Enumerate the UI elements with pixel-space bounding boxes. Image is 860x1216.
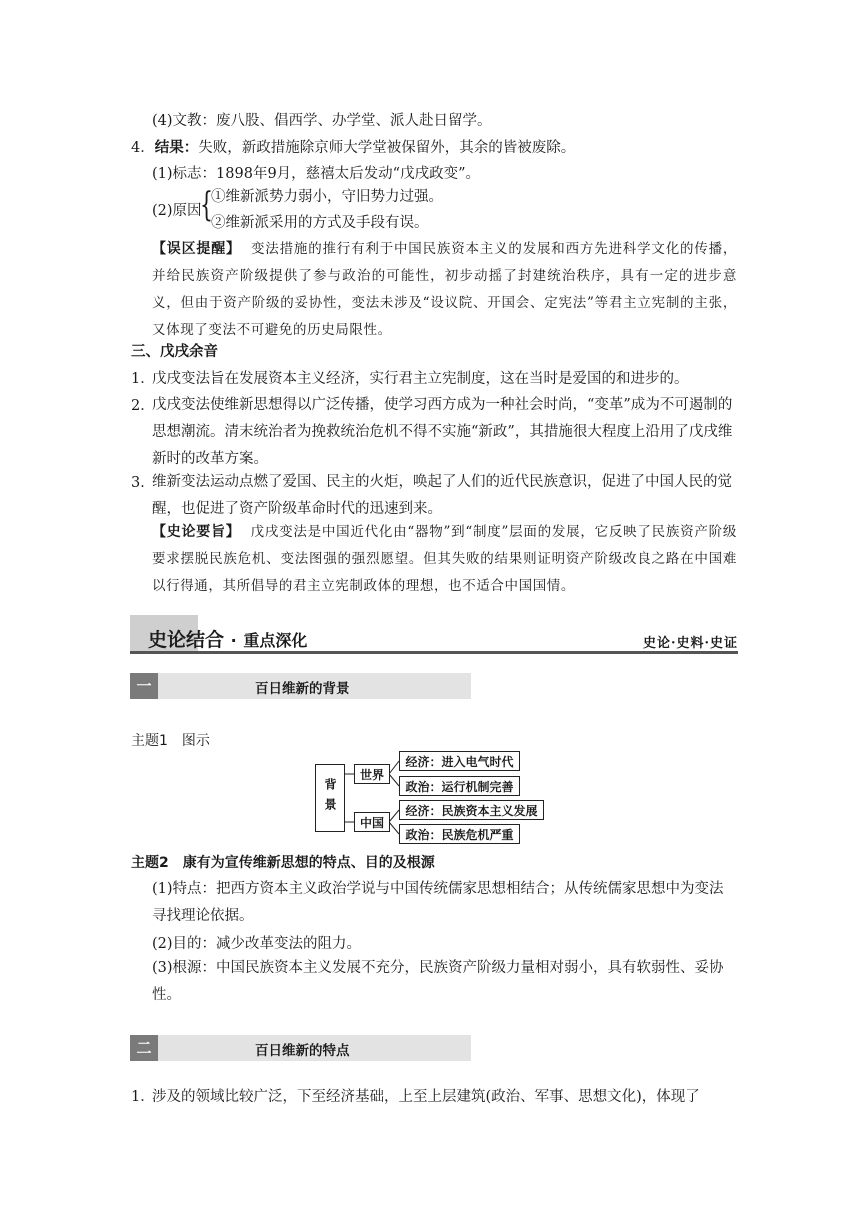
- reason-brace: {: [200, 185, 213, 225]
- result-item: [131, 138, 575, 158]
- diagram-world-economy: 经济：进入电气时代: [399, 751, 520, 771]
- diagram-china-economy: 经济：民族资本主义发展: [399, 800, 544, 820]
- theme-2-item-1: (1)特点：把西方资本主义政治学说与中国传统儒家思想相结合；从传统儒家思想中为变法寻找理论依据。: [152, 881, 724, 924]
- list3-num-2: 2．: [131, 398, 155, 414]
- list3-text-2: 戊戌变法使维新思想得以广泛传播，使学习西方成为一种社会时尚，“变革”成为不可遏制的思想潮流。清末统治者为挽救统治危机不得不实施“新政”，其措施很大程度上沿用了戊戌维新时的改革方案。: [152, 397, 733, 467]
- result-label: 结果：: [154, 140, 199, 156]
- diagram-root-box: [315, 764, 345, 832]
- result-text: 失败，新政措施除京师大学堂被保留外，其余的皆被废除。: [198, 140, 576, 156]
- subsection-bar-2: [130, 1035, 471, 1061]
- list3-text-1: 戊戌变法旨在发展资本主义经济，实行君主立宪制度，这在当时是爱国的和进步的。: [152, 371, 689, 387]
- section-title-3: 三、戊戌余音: [131, 344, 218, 360]
- subsection-number-2: 二: [130, 1035, 158, 1061]
- misconception-note: [152, 236, 737, 344]
- misconception-text: 变法措施的推行有利于中国民族资本主义的发展和西方先进科学文化的传播，并给民族资产阶级提供了参与政治的可能性，初步动摇了封建统治秩序，具有一定的进步意义，但由于资产阶级的妥协性，变法未涉及“设议院、开国会、定宪法”等君主立宪制的主张，又体现了变法不可避免的历史局限性。: [152, 241, 737, 338]
- theme-2-item-3: (3)根源：中国民族资本主义发展不充分，民族资产阶级力量相对弱小，具有软弱性、妥协性。: [152, 960, 724, 1003]
- essence-tag: 【史论要旨】: [152, 524, 241, 540]
- diagram-world-politics: 政治：运行机制完善: [399, 776, 520, 796]
- reason-item-1: ①维新派势力弱小，守旧势力过强。: [211, 189, 443, 205]
- theme-2-item-2: (2)目的：减少改革变法的阻力。: [152, 936, 362, 952]
- reason-label: (2)原因: [152, 203, 202, 219]
- list3-text-3: 维新变法运动点燃了爱国、民主的火炬，唤起了人们的近代民族意识，促进了中国人民的觉醒，也促进了资产阶级革命时代的迅速到来。: [152, 474, 732, 517]
- subsection-number-1: 一: [130, 673, 158, 699]
- list3-num-1: 1．: [131, 371, 155, 387]
- banner-title-main: 史论结合: [148, 629, 225, 651]
- diagram-china-box: 中国: [354, 812, 390, 832]
- banner-subtitle: 重点深化: [243, 631, 308, 650]
- subsection-title-1: 百日维新的背景: [255, 681, 350, 697]
- misconception-tag: 【误区提醒】: [152, 241, 241, 257]
- essence-note: [152, 519, 737, 600]
- background-diagram: [310, 748, 550, 848]
- reason-item-2: ②维新派采用的方式及手段有误。: [211, 215, 429, 231]
- diagram-root-label: 背景: [323, 778, 337, 818]
- banner-title: [148, 625, 307, 652]
- result-num: 4．: [131, 140, 155, 156]
- diagram-world-box: 世界: [354, 764, 390, 784]
- banner-right-label: 史论·史料·史证: [642, 636, 738, 651]
- subsection-bar-1: [130, 673, 471, 699]
- edu-measure: (4)文教：废八股、倡西学、办学堂、派人赴日留学。: [152, 113, 492, 129]
- theme-2-title: 主题2 康有为宣传维新思想的特点、目的及根源: [131, 855, 435, 871]
- banner-dot: ·: [230, 631, 237, 650]
- result-mark: (1)标志：1898年9月，慈禧太后发动“戊戌政变”。: [152, 166, 480, 182]
- final-num: 1．: [131, 1089, 155, 1105]
- subsection-title-2: 百日维新的特点: [255, 1043, 350, 1059]
- diagram-china-politics: 政治：民族危机严重: [399, 824, 520, 844]
- final-text: 涉及的领域比较广泛，下至经济基础，上至上层建筑(政治、军事、思想文化)，体现了: [152, 1089, 700, 1105]
- theme-1-title: 主题1 图示: [131, 733, 210, 749]
- list3-num-3: 3．: [131, 475, 155, 491]
- essence-text: 戊戌变法是中国近代化由“器物”到“制度”层面的发展，它反映了民族资产阶级要求摆脱民族危机、变法图强的强烈愿望。但其失败的结果则证明资产阶级改良之路在中国难以行得通，其所倡导的君主立宪制政体的理想，也不适合中国国情。: [152, 524, 737, 594]
